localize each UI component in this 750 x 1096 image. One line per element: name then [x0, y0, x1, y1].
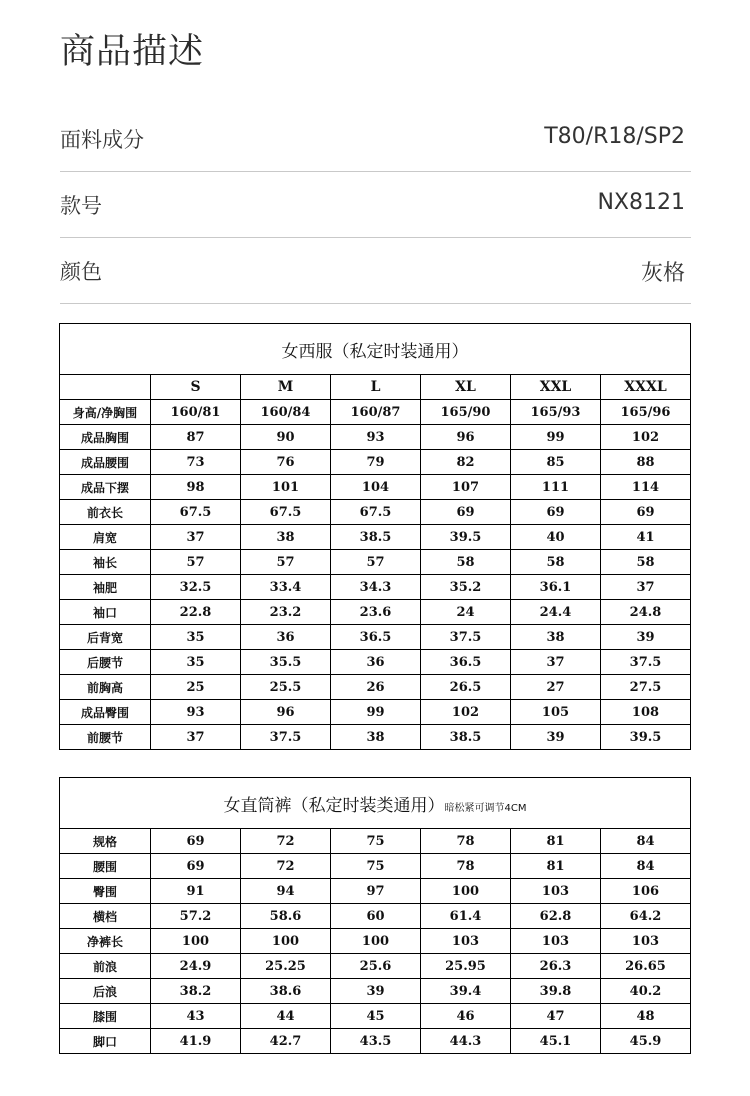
row-label: 脚口 — [60, 1029, 151, 1054]
table-row — [60, 854, 691, 879]
table-cell: 35 — [151, 650, 241, 675]
table-cell: 26.5 — [421, 675, 511, 700]
size-header-row — [60, 375, 691, 400]
table-cell: 76 — [241, 450, 331, 475]
table-cell: 39 — [601, 625, 691, 650]
table-cell: 45 — [331, 1004, 421, 1029]
table-cell: 69 — [151, 854, 241, 879]
table-cell: 37.5 — [421, 625, 511, 650]
table-cell: 25.25 — [241, 954, 331, 979]
table-cell: 102 — [421, 700, 511, 725]
table-cell: 69 — [151, 829, 241, 854]
table-cell: 36.5 — [421, 650, 511, 675]
spec-label: 面料成分 — [60, 128, 144, 152]
table-cell: 37 — [151, 725, 241, 750]
table-cell: 100 — [151, 929, 241, 954]
table-cell: 43 — [151, 1004, 241, 1029]
row-label: 成品下摆 — [60, 475, 151, 500]
table-cell: 103 — [511, 929, 601, 954]
table-row — [60, 575, 691, 600]
table-row — [60, 500, 691, 525]
row-label: 袖肥 — [60, 575, 151, 600]
table-cell: 24.8 — [601, 600, 691, 625]
table-cell: 41 — [601, 525, 691, 550]
table-cell: 94 — [241, 879, 331, 904]
table-cell: 93 — [151, 700, 241, 725]
table-cell: 36 — [241, 625, 331, 650]
table-cell: 84 — [601, 854, 691, 879]
spec-value: NX8121 — [597, 190, 685, 215]
table-cell: 57 — [331, 550, 421, 575]
table-row — [60, 904, 691, 929]
table-cell: 72 — [241, 829, 331, 854]
table-cell: 48 — [601, 1004, 691, 1029]
table-cell: 101 — [241, 475, 331, 500]
table-cell: 36.5 — [331, 625, 421, 650]
table-cell: 37 — [601, 575, 691, 600]
table-cell: 38.6 — [241, 979, 331, 1004]
table-cell: 108 — [601, 700, 691, 725]
row-label: 后浪 — [60, 979, 151, 1004]
table-cell: 160/84 — [241, 400, 331, 425]
table-cell: 99 — [511, 425, 601, 450]
table-cell: 26 — [331, 675, 421, 700]
table-cell: 44 — [241, 1004, 331, 1029]
row-label: 前胸高 — [60, 675, 151, 700]
spec-label: 款号 — [60, 194, 102, 218]
table-cell: 25.95 — [421, 954, 511, 979]
spec-row-color — [60, 240, 691, 304]
table-cell: 26.3 — [511, 954, 601, 979]
table-caption — [60, 324, 691, 375]
table-cell: 45.9 — [601, 1029, 691, 1054]
table-caption-text: 女直筒裤（私定时装类通用） — [223, 795, 445, 816]
table-cell: 96 — [241, 700, 331, 725]
table-cell: 69 — [601, 500, 691, 525]
table-cell: 82 — [421, 450, 511, 475]
table-cell: 100 — [331, 929, 421, 954]
table-row — [60, 600, 691, 625]
table-cell: 60 — [331, 904, 421, 929]
table-row — [60, 475, 691, 500]
row-label: 后腰节 — [60, 650, 151, 675]
row-label: 成品臀围 — [60, 700, 151, 725]
row-label: 前衣长 — [60, 500, 151, 525]
table-cell: 33.4 — [241, 575, 331, 600]
size-header-cell: XXXL — [601, 375, 691, 400]
table-cell: 38.5 — [421, 725, 511, 750]
table-cell: 44.3 — [421, 1029, 511, 1054]
table-cell: 36 — [331, 650, 421, 675]
table-cell: 114 — [601, 475, 691, 500]
spec-value: T80/R18/SP2 — [544, 124, 685, 149]
table-cell: 36.1 — [511, 575, 601, 600]
size-header-cell: M — [241, 375, 331, 400]
row-label: 成品胸围 — [60, 425, 151, 450]
spec-row-fabric — [60, 108, 691, 172]
table-cell: 100 — [421, 879, 511, 904]
table-cell: 58 — [421, 550, 511, 575]
table-cell: 57 — [151, 550, 241, 575]
table-cell: 25 — [151, 675, 241, 700]
table-cell: 23.6 — [331, 600, 421, 625]
table-cell: 90 — [241, 425, 331, 450]
table-cell: 67.5 — [151, 500, 241, 525]
table-cell: 22.8 — [151, 600, 241, 625]
table-cell: 102 — [601, 425, 691, 450]
table-cell: 165/90 — [421, 400, 511, 425]
table-row — [60, 625, 691, 650]
table-cell: 88 — [601, 450, 691, 475]
size-header-cell: XL — [421, 375, 511, 400]
table-cell: 35 — [151, 625, 241, 650]
table-cell: 57.2 — [151, 904, 241, 929]
table-row — [60, 675, 691, 700]
table-cell: 96 — [421, 425, 511, 450]
table-cell: 104 — [331, 475, 421, 500]
table-cell: 72 — [241, 854, 331, 879]
table-cell: 165/96 — [601, 400, 691, 425]
table-cell: 103 — [421, 929, 511, 954]
table-row — [60, 979, 691, 1004]
table-cell: 105 — [511, 700, 601, 725]
table-row — [60, 954, 691, 979]
table-cell: 73 — [151, 450, 241, 475]
table-caption-text: 女西服（私定时装通用） — [281, 341, 469, 362]
table-row — [60, 725, 691, 750]
spec-label: 颜色 — [60, 260, 102, 284]
table-cell: 38.5 — [331, 525, 421, 550]
table-cell: 58 — [511, 550, 601, 575]
table-cell: 160/87 — [331, 400, 421, 425]
table-row — [60, 879, 691, 904]
table-cell: 39.5 — [421, 525, 511, 550]
table-cell: 35.5 — [241, 650, 331, 675]
table-cell: 103 — [601, 929, 691, 954]
table-row — [60, 550, 691, 575]
row-label: 袖长 — [60, 550, 151, 575]
size-header-cell: XXL — [511, 375, 601, 400]
row-label: 肩宽 — [60, 525, 151, 550]
table-cell: 41.9 — [151, 1029, 241, 1054]
table-cell: 47 — [511, 1004, 601, 1029]
row-label: 成品腰围 — [60, 450, 151, 475]
table-cell: 26.65 — [601, 954, 691, 979]
table-cell: 38.2 — [151, 979, 241, 1004]
table-cell: 25.6 — [331, 954, 421, 979]
row-label: 规格 — [60, 829, 151, 854]
table-cell: 81 — [511, 854, 601, 879]
table-cell: 35.2 — [421, 575, 511, 600]
table-caption-row — [60, 778, 691, 829]
size-header-cell: L — [331, 375, 421, 400]
row-label: 膝围 — [60, 1004, 151, 1029]
table-cell: 27.5 — [601, 675, 691, 700]
table-cell: 45.1 — [511, 1029, 601, 1054]
pants-size-table — [59, 777, 691, 1054]
table-cell: 91 — [151, 879, 241, 904]
row-label: 袖口 — [60, 600, 151, 625]
row-label: 前浪 — [60, 954, 151, 979]
table-cell: 24.9 — [151, 954, 241, 979]
table-cell: 25.5 — [241, 675, 331, 700]
table-cell: 46 — [421, 1004, 511, 1029]
table-row — [60, 700, 691, 725]
table-note: 暗松紧可调节4CM — [444, 802, 527, 814]
table-cell: 39 — [331, 979, 421, 1004]
table-cell: 24 — [421, 600, 511, 625]
table-cell: 39.5 — [601, 725, 691, 750]
table-cell: 87 — [151, 425, 241, 450]
table-cell: 75 — [331, 854, 421, 879]
table-cell: 107 — [421, 475, 511, 500]
suit-size-table — [59, 323, 691, 750]
table-cell: 78 — [421, 854, 511, 879]
table-cell: 103 — [511, 879, 601, 904]
table-row — [60, 525, 691, 550]
table-cell: 57 — [241, 550, 331, 575]
table-cell: 39.4 — [421, 979, 511, 1004]
row-label: 后背宽 — [60, 625, 151, 650]
table-row — [60, 650, 691, 675]
table-cell: 38 — [241, 525, 331, 550]
size-header-cell: S — [151, 375, 241, 400]
table-cell: 40.2 — [601, 979, 691, 1004]
table-cell: 61.4 — [421, 904, 511, 929]
table-row — [60, 450, 691, 475]
table-cell: 37.5 — [241, 725, 331, 750]
table-row — [60, 425, 691, 450]
table-caption — [60, 778, 691, 829]
table-cell: 98 — [151, 475, 241, 500]
table-cell: 75 — [331, 829, 421, 854]
table-cell: 67.5 — [331, 500, 421, 525]
table-cell: 97 — [331, 879, 421, 904]
table-cell: 106 — [601, 879, 691, 904]
table-cell: 85 — [511, 450, 601, 475]
table-cell: 38 — [331, 725, 421, 750]
table-cell: 69 — [421, 500, 511, 525]
row-label: 净裤长 — [60, 929, 151, 954]
table-cell: 67.5 — [241, 500, 331, 525]
table-cell: 58.6 — [241, 904, 331, 929]
table-cell: 64.2 — [601, 904, 691, 929]
spec-row-style-number — [60, 174, 691, 238]
row-label: 臀围 — [60, 879, 151, 904]
table-cell: 37 — [151, 525, 241, 550]
table-cell: 165/93 — [511, 400, 601, 425]
table-cell: 24.4 — [511, 600, 601, 625]
table-row — [60, 1004, 691, 1029]
table-cell: 100 — [241, 929, 331, 954]
table-cell: 79 — [331, 450, 421, 475]
row-label: 腰围 — [60, 854, 151, 879]
table-cell: 62.8 — [511, 904, 601, 929]
table-cell: 23.2 — [241, 600, 331, 625]
table-cell: 39 — [511, 725, 601, 750]
table-cell: 38 — [511, 625, 601, 650]
table-row — [60, 929, 691, 954]
table-cell: 58 — [601, 550, 691, 575]
table-cell: 81 — [511, 829, 601, 854]
table-cell: 93 — [331, 425, 421, 450]
table-row — [60, 829, 691, 854]
table-cell: 39.8 — [511, 979, 601, 1004]
table-row — [60, 400, 691, 425]
row-label: 前腰节 — [60, 725, 151, 750]
table-cell: 32.5 — [151, 575, 241, 600]
table-row — [60, 1029, 691, 1054]
table-cell: 78 — [421, 829, 511, 854]
table-cell: 69 — [511, 500, 601, 525]
table-cell: 37.5 — [601, 650, 691, 675]
spec-value: 灰格 — [640, 261, 685, 286]
table-cell: 34.3 — [331, 575, 421, 600]
table-cell: 160/81 — [151, 400, 241, 425]
table-cell: 43.5 — [331, 1029, 421, 1054]
row-label: 横档 — [60, 904, 151, 929]
table-cell: 40 — [511, 525, 601, 550]
table-cell: 111 — [511, 475, 601, 500]
table-cell: 27 — [511, 675, 601, 700]
table-caption-row — [60, 324, 691, 375]
table-cell: 99 — [331, 700, 421, 725]
table-cell: 42.7 — [241, 1029, 331, 1054]
row-label: 身高/净胸围 — [60, 400, 151, 425]
page-title: 商品描述 — [60, 32, 205, 72]
empty-header-cell — [60, 375, 151, 400]
table-cell: 37 — [511, 650, 601, 675]
table-cell: 84 — [601, 829, 691, 854]
